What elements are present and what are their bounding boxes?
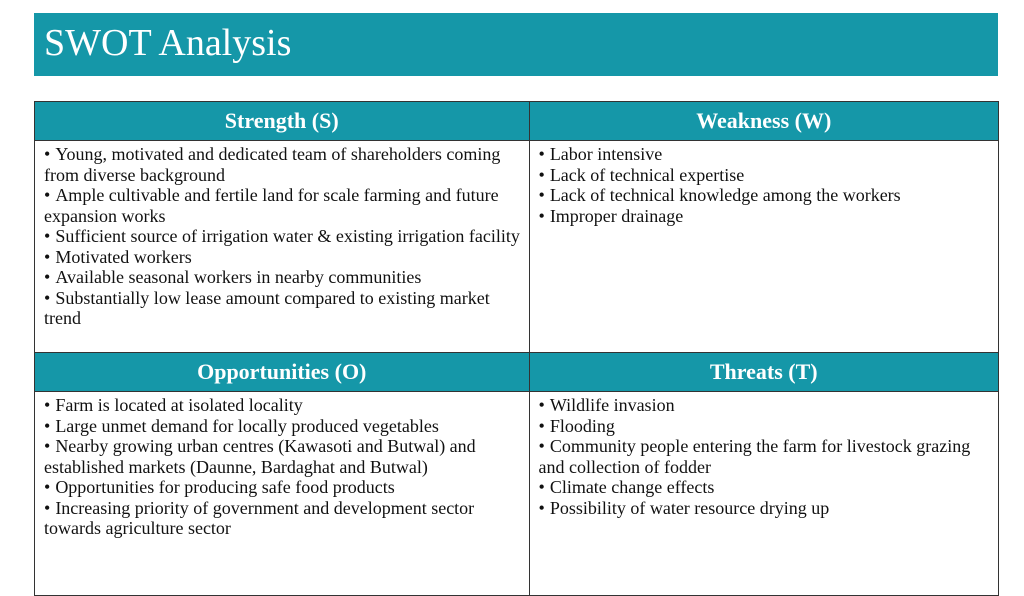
- strength-list: [35, 141, 530, 353]
- bullet-icon: •: [538, 477, 545, 497]
- list-item-text: Nearby growing urban centres (Kawasoti and Butwal) and established markets (Daunne, Bardaghat and Butwal): [44, 436, 476, 477]
- list-item-text: Improper drainage: [549, 205, 684, 226]
- list-item-text: Possibility of water resource drying up: [549, 497, 830, 518]
- threats-list: [529, 392, 999, 596]
- strength-heading: Strength (S): [35, 102, 529, 140]
- bullet-icon: •: [44, 415, 51, 436]
- bullet-icon: •: [538, 415, 545, 436]
- list-item-text: Ample cultivable and fertile land for scale farming and future expansion works: [44, 185, 499, 226]
- opportunities-header-cell: [35, 353, 530, 392]
- list-item-text: Community people entering the farm for livestock grazing and collection of fodder: [538, 436, 971, 477]
- bullet-icon: •: [44, 246, 51, 267]
- list-item-text: Labor intensive: [549, 144, 663, 164]
- bullet-icon: •: [538, 436, 545, 456]
- bullet-icon: •: [44, 436, 51, 456]
- weakness-list: [529, 141, 999, 353]
- bullet-icon: •: [44, 395, 51, 415]
- list-item-text: Increasing priority of government and development sector towards agriculture sector: [44, 497, 475, 538]
- list-item: [44, 477, 521, 498]
- threats-header-cell: [529, 353, 999, 392]
- list-item-text: Lack of technical expertise: [549, 164, 745, 185]
- list-item-text: Substantially low lease amount compared to existing market trend: [44, 287, 490, 328]
- opportunities-heading: Opportunities (O): [35, 353, 529, 391]
- bullet-icon: •: [538, 395, 545, 415]
- list-item: [44, 416, 521, 437]
- strength-header-cell: [35, 102, 530, 141]
- list-item-text: Young, motivated and dedicated team of shareholders coming from diverse background: [44, 144, 501, 185]
- bullet-icon: •: [538, 164, 545, 185]
- page-title: SWOT Analysis: [44, 22, 292, 64]
- bullet-icon: •: [538, 144, 545, 164]
- list-item-text: Opportunities for producing safe food products: [55, 477, 395, 497]
- list-item: [44, 267, 521, 288]
- bullet-icon: •: [44, 267, 51, 287]
- bullet-icon: •: [538, 497, 545, 518]
- list-item-text: Farm is located at isolated locality: [55, 395, 303, 415]
- bullet-icon: •: [44, 144, 51, 164]
- swot-table: [34, 101, 999, 596]
- list-item-text: Large unmet demand for locally produced vegetables: [55, 415, 439, 436]
- list-item-text: Available seasonal workers in nearby communities: [55, 267, 422, 287]
- list-item: [539, 144, 991, 165]
- bullet-icon: •: [44, 185, 51, 205]
- list-item: [539, 395, 991, 416]
- list-item: [44, 395, 521, 416]
- list-item: [44, 436, 521, 477]
- list-item: [539, 498, 991, 519]
- list-item-text: Flooding: [549, 415, 615, 436]
- opportunities-list: [35, 392, 530, 596]
- list-item-text: Sufficient source of irrigation water & existing irrigation facility: [55, 226, 520, 246]
- bullet-icon: •: [44, 226, 51, 246]
- list-item-text: Wildlife invasion: [549, 395, 675, 415]
- list-item: [539, 206, 991, 227]
- list-item: [44, 144, 521, 185]
- list-item: [539, 165, 991, 186]
- list-item: [44, 288, 521, 329]
- bullet-icon: •: [538, 185, 545, 205]
- header-row-1: [35, 102, 999, 141]
- list-item-text: Lack of technical knowledge among the workers: [549, 185, 901, 205]
- weakness-header-cell: [529, 102, 999, 141]
- list-item: [44, 226, 521, 247]
- header-row-2: [35, 353, 999, 392]
- bullet-icon: •: [44, 497, 51, 518]
- list-item: [44, 247, 521, 268]
- body-row-1: [35, 141, 999, 353]
- list-item: [539, 477, 991, 498]
- bullet-icon: •: [44, 287, 51, 308]
- threats-heading: Threats (T): [530, 353, 999, 391]
- list-item: [539, 185, 991, 206]
- list-item-text: Climate change effects: [549, 477, 715, 497]
- bullet-icon: •: [44, 477, 51, 497]
- body-row-2: [35, 392, 999, 596]
- list-item: [44, 185, 521, 226]
- list-item: [44, 498, 521, 539]
- weakness-heading: Weakness (W): [530, 102, 999, 140]
- list-item-text: Motivated workers: [55, 246, 192, 267]
- bullet-icon: •: [538, 205, 545, 226]
- title-bar: [34, 13, 998, 76]
- list-item: [539, 416, 991, 437]
- list-item: [539, 436, 991, 477]
